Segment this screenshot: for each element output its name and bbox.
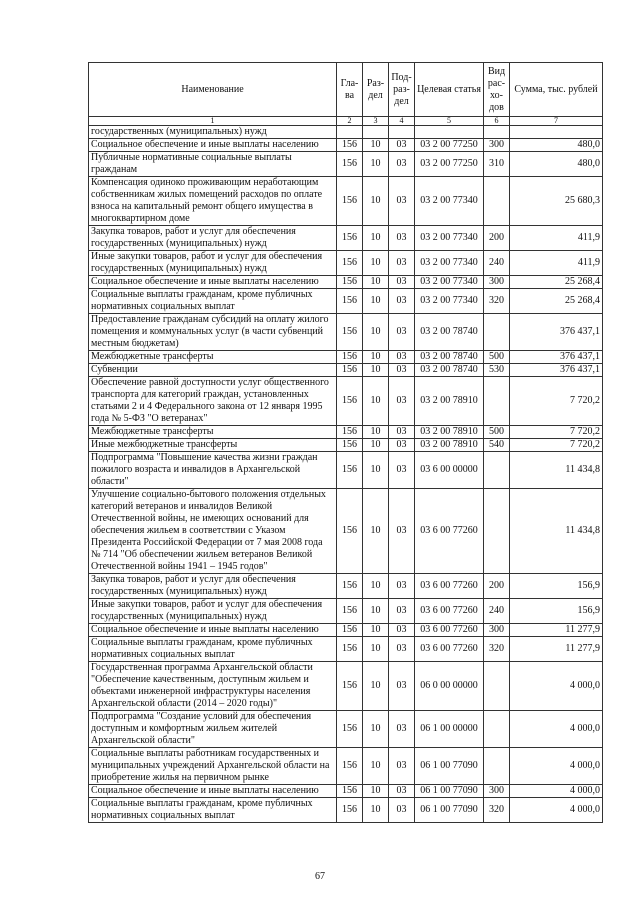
table-row [89,574,603,599]
table-row [89,377,603,426]
header-razdel: Раз-дел [363,63,389,117]
header-vid: Вид рас-хо-дов [484,63,510,117]
header-podrazdel: Под-раз-дел [389,63,415,117]
cell-name: Субвенции [89,364,337,377]
header-sum: Сумма, тыс. рублей [510,63,603,117]
cell-sum: 411,9 [510,226,603,251]
cell-sum: 4 000,0 [510,798,603,823]
cell-razdel: 10 [363,637,389,662]
cell-name: Социальные выплаты гражданам, кроме публичных нормативных социальных выплат [89,289,337,314]
cell-glava: 156 [337,599,363,624]
cell-vid [484,748,510,785]
cell-target: 03 2 00 78740 [415,351,484,364]
cell-podrazdel: 03 [389,377,415,426]
cell-sum: 11 434,8 [510,452,603,489]
table-row [89,748,603,785]
cell-sum: 25 680,3 [510,177,603,226]
header-glava: Гла-ва [337,63,363,117]
column-number: 1 [89,117,337,126]
cell-podrazdel [389,126,415,139]
cell-glava: 156 [337,289,363,314]
table-row [89,662,603,711]
cell-podrazdel: 03 [389,798,415,823]
cell-podrazdel: 03 [389,489,415,574]
cell-razdel: 10 [363,798,389,823]
cell-vid: 320 [484,798,510,823]
cell-razdel: 10 [363,785,389,798]
cell-glava: 156 [337,276,363,289]
cell-name: Социальное обеспечение и иные выплаты населению [89,624,337,637]
cell-razdel: 10 [363,439,389,452]
cell-target: 03 2 00 77340 [415,177,484,226]
cell-vid: 300 [484,139,510,152]
cell-name: Социальное обеспечение и иные выплаты населению [89,139,337,152]
cell-razdel: 10 [363,152,389,177]
cell-vid: 240 [484,599,510,624]
cell-razdel: 10 [363,177,389,226]
cell-name: Социальное обеспечение и иные выплаты населению [89,276,337,289]
cell-name: Подпрограмма "Повышение качества жизни граждан пожилого возраста и инвалидов в Архангельской области" [89,452,337,489]
column-number-row [89,117,603,126]
cell-glava: 156 [337,364,363,377]
cell-glava: 156 [337,637,363,662]
cell-target: 03 6 00 77260 [415,599,484,624]
cell-target: 03 2 00 78910 [415,377,484,426]
cell-podrazdel: 03 [389,452,415,489]
cell-vid: 500 [484,351,510,364]
cell-podrazdel: 03 [389,351,415,364]
cell-sum: 480,0 [510,152,603,177]
cell-glava: 156 [337,251,363,276]
cell-vid: 300 [484,624,510,637]
cell-razdel [363,126,389,139]
table-row [89,351,603,364]
table-row [89,364,603,377]
cell-podrazdel: 03 [389,364,415,377]
table-row [89,439,603,452]
cell-vid: 310 [484,152,510,177]
cell-name: Иные закупки товаров, работ и услуг для обеспечения государственных (муниципальных) нужд [89,251,337,276]
table-row [89,489,603,574]
cell-vid [484,177,510,226]
cell-target: 03 2 00 77340 [415,226,484,251]
cell-target: 06 1 00 77090 [415,785,484,798]
cell-sum: 4 000,0 [510,711,603,748]
table-row [89,798,603,823]
cell-razdel: 10 [363,251,389,276]
cell-sum: 11 277,9 [510,637,603,662]
cell-vid: 300 [484,785,510,798]
cell-podrazdel: 03 [389,152,415,177]
cell-razdel: 10 [363,748,389,785]
cell-podrazdel: 03 [389,574,415,599]
column-number: 6 [484,117,510,126]
cell-sum: 376 437,1 [510,351,603,364]
cell-razdel: 10 [363,452,389,489]
cell-glava: 156 [337,351,363,364]
table-header-row [89,63,603,117]
table-row [89,599,603,624]
table-row [89,624,603,637]
cell-target: 06 1 00 77090 [415,798,484,823]
cell-name: Социальное обеспечение и иные выплаты населению [89,785,337,798]
cell-razdel: 10 [363,314,389,351]
cell-glava: 156 [337,314,363,351]
cell-sum: 4 000,0 [510,785,603,798]
table-row [89,426,603,439]
cell-razdel: 10 [363,139,389,152]
cell-vid [484,377,510,426]
cell-name: Иные межбюджетные трансферты [89,439,337,452]
cell-podrazdel: 03 [389,289,415,314]
cell-glava: 156 [337,426,363,439]
column-number: 7 [510,117,603,126]
cell-vid: 320 [484,637,510,662]
column-number: 2 [337,117,363,126]
cell-name: государственных (муниципальных) нужд [89,126,337,139]
table-row [89,711,603,748]
cell-target: 03 6 00 00000 [415,452,484,489]
cell-vid [484,489,510,574]
cell-name: Обеспечение равной доступности услуг общественного транспорта для категорий граждан, установленных статьями 2 и 4 Федерального закона от 12 января 1995 года № 5-ФЗ "О ветеранах" [89,377,337,426]
cell-target: 06 0 00 00000 [415,662,484,711]
table-row [89,276,603,289]
cell-razdel: 10 [363,489,389,574]
cell-name: Компенсация одиноко проживающим неработающим собственникам жилых помещений расходов по оплате взноса на капитальный ремонт общего имущества в многоквартирном доме [89,177,337,226]
cell-razdel: 10 [363,377,389,426]
cell-sum: 11 434,8 [510,489,603,574]
cell-target: 03 2 00 77340 [415,276,484,289]
cell-vid: 500 [484,426,510,439]
cell-sum: 7 720,2 [510,439,603,452]
cell-name: Улучшение социально-бытового положения отдельных категорий ветеранов и инвалидов Великой Отечественной войны, не имеющих оснований для обеспечения жильем в соответствии с Указом Президента Российской Федерации от 7 мая 2008 года № 714 "Об обеспечении жильем ветеранов Великой Отечественной войны 1941 – 1945 годов" [89,489,337,574]
cell-razdel: 10 [363,426,389,439]
cell-podrazdel: 03 [389,785,415,798]
cell-sum: 25 268,4 [510,276,603,289]
cell-vid [484,452,510,489]
table-row [89,785,603,798]
cell-target: 03 2 00 77250 [415,152,484,177]
cell-vid [484,711,510,748]
cell-name: Социальные выплаты работникам государственных и муниципальных учреждений Архангельской области на приобретение жилья на первичном рынке [89,748,337,785]
column-number: 4 [389,117,415,126]
cell-name: Закупка товаров, работ и услуг для обеспечения государственных (муниципальных) нужд [89,226,337,251]
cell-glava: 156 [337,439,363,452]
cell-name: Иные закупки товаров, работ и услуг для обеспечения государственных (муниципальных) нужд [89,599,337,624]
cell-podrazdel: 03 [389,637,415,662]
cell-target: 03 6 00 77260 [415,624,484,637]
cell-podrazdel: 03 [389,139,415,152]
cell-target: 03 6 00 77260 [415,637,484,662]
cell-vid: 200 [484,574,510,599]
cell-glava [337,126,363,139]
cell-podrazdel: 03 [389,226,415,251]
cell-podrazdel: 03 [389,276,415,289]
cell-target: 03 6 00 77260 [415,489,484,574]
table-body [89,126,603,823]
header-target: Целевая статья [415,63,484,117]
column-number: 3 [363,117,389,126]
cell-glava: 156 [337,452,363,489]
cell-sum: 156,9 [510,574,603,599]
cell-sum: 7 720,2 [510,377,603,426]
cell-target: 03 2 00 77340 [415,289,484,314]
cell-glava: 156 [337,574,363,599]
cell-sum: 376 437,1 [510,314,603,351]
cell-glava: 156 [337,152,363,177]
cell-name: Закупка товаров, работ и услуг для обеспечения государственных (муниципальных) нужд [89,574,337,599]
table-row [89,251,603,276]
cell-vid: 540 [484,439,510,452]
cell-razdel: 10 [363,226,389,251]
cell-target: 06 1 00 77090 [415,748,484,785]
cell-name: Социальные выплаты гражданам, кроме публичных нормативных социальных выплат [89,637,337,662]
cell-glava: 156 [337,489,363,574]
cell-podrazdel: 03 [389,748,415,785]
cell-name: Социальные выплаты гражданам, кроме публичных нормативных социальных выплат [89,798,337,823]
cell-target: 03 2 00 77250 [415,139,484,152]
cell-vid: 240 [484,251,510,276]
table-row [89,637,603,662]
cell-vid: 200 [484,226,510,251]
cell-podrazdel: 03 [389,662,415,711]
cell-target [415,126,484,139]
cell-glava: 156 [337,624,363,637]
table-row [89,139,603,152]
cell-target: 03 2 00 78910 [415,439,484,452]
table-row [89,452,603,489]
cell-sum [510,126,603,139]
cell-glava: 156 [337,748,363,785]
cell-podrazdel: 03 [389,251,415,276]
cell-sum: 411,9 [510,251,603,276]
cell-glava: 156 [337,177,363,226]
cell-glava: 156 [337,377,363,426]
cell-target: 06 1 00 00000 [415,711,484,748]
cell-razdel: 10 [363,289,389,314]
cell-sum: 4 000,0 [510,748,603,785]
cell-razdel: 10 [363,351,389,364]
cell-sum: 25 268,4 [510,289,603,314]
budget-table [88,62,603,823]
cell-razdel: 10 [363,364,389,377]
cell-podrazdel: 03 [389,439,415,452]
cell-podrazdel: 03 [389,177,415,226]
cell-name: Предоставление гражданам субсидий на оплату жилого помещения и коммунальных услуг (в части субвенций местным бюджетам) [89,314,337,351]
budget-table-page [88,62,602,823]
cell-podrazdel: 03 [389,314,415,351]
cell-razdel: 10 [363,711,389,748]
cell-glava: 156 [337,798,363,823]
cell-sum: 156,9 [510,599,603,624]
cell-razdel: 10 [363,574,389,599]
cell-glava: 156 [337,226,363,251]
table-row [89,314,603,351]
cell-name: Подпрограмма "Создание условий для обеспечения доступным и комфортным жильем жителей Архангельской области" [89,711,337,748]
header-name: Наименование [89,63,337,117]
cell-target: 03 6 00 77260 [415,574,484,599]
cell-vid: 320 [484,289,510,314]
cell-target: 03 2 00 78910 [415,426,484,439]
cell-vid: 300 [484,276,510,289]
cell-glava: 156 [337,711,363,748]
column-number: 5 [415,117,484,126]
cell-razdel: 10 [363,662,389,711]
cell-target: 03 2 00 78740 [415,314,484,351]
cell-name: Межбюджетные трансферты [89,351,337,364]
cell-podrazdel: 03 [389,624,415,637]
cell-podrazdel: 03 [389,426,415,439]
cell-target: 03 2 00 77340 [415,251,484,276]
cell-sum: 480,0 [510,139,603,152]
cell-razdel: 10 [363,624,389,637]
cell-glava: 156 [337,139,363,152]
table-row [89,289,603,314]
cell-target: 03 2 00 78740 [415,364,484,377]
cell-sum: 11 277,9 [510,624,603,637]
cell-sum: 4 000,0 [510,662,603,711]
table-row [89,177,603,226]
page-number: 67 [315,871,325,882]
cell-name: Публичные нормативные социальные выплаты гражданам [89,152,337,177]
table-row [89,126,603,139]
cell-podrazdel: 03 [389,711,415,748]
cell-vid [484,314,510,351]
cell-vid [484,662,510,711]
cell-vid [484,126,510,139]
table-row [89,226,603,251]
cell-sum: 7 720,2 [510,426,603,439]
cell-razdel: 10 [363,599,389,624]
cell-name: Государственная программа Архангельской области "Обеспечение качественным, доступным жильем и объектами инженерной инфраструктуры населения Архангельской области (2014 – 2020 годы)" [89,662,337,711]
table-row [89,152,603,177]
cell-glava: 156 [337,785,363,798]
cell-razdel: 10 [363,276,389,289]
cell-glava: 156 [337,662,363,711]
cell-vid: 530 [484,364,510,377]
cell-podrazdel: 03 [389,599,415,624]
cell-name: Межбюджетные трансферты [89,426,337,439]
cell-sum: 376 437,1 [510,364,603,377]
